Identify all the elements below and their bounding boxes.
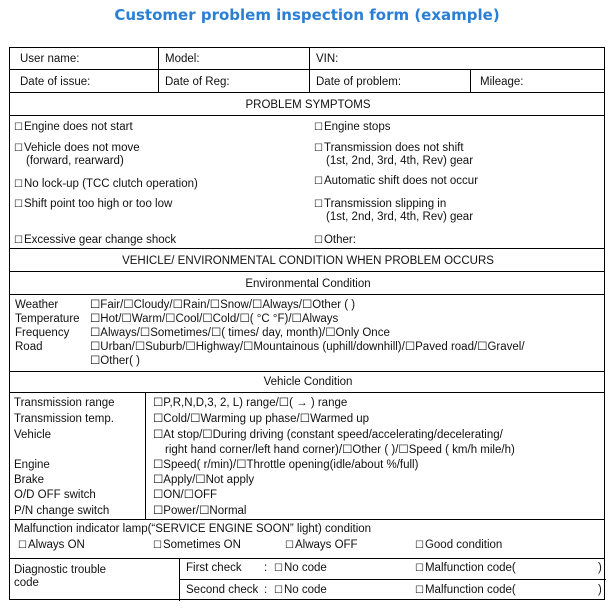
frequency-label: Frequency [15, 327, 70, 339]
divider [10, 519, 604, 520]
temperature-label: Temperature [15, 313, 80, 325]
divider [10, 271, 604, 272]
divider [10, 115, 604, 116]
second-code-close: ) [598, 584, 602, 596]
shift-point-checkbox[interactable]: ☐ Shift point too high or too low [14, 198, 172, 211]
second-no-code-checkbox[interactable]: ☐ No code [274, 584, 327, 597]
second-check-colon: : [264, 584, 268, 596]
mil-good-checkbox[interactable]: ☐ Good condition [415, 539, 502, 552]
divider [470, 69, 471, 92]
divider [309, 48, 310, 70]
vehicle-not-move-detail: (forward, rearward) [26, 155, 124, 167]
divider [309, 69, 310, 92]
first-malfunction-code-checkbox[interactable]: ☐ Malfunction code( [415, 562, 516, 575]
second-malfunction-code-checkbox[interactable]: ☐ Malfunction code( [415, 584, 516, 597]
temperature-options[interactable]: ☐Hot/☐Warm/☐Cool/☐Cold/☐( °C °F)/☐Always [90, 313, 339, 325]
weather-options[interactable]: ☐Fair/☐Cloudy/☐Rain/☐Snow/☐Always/☐Other ( ) [90, 299, 356, 311]
road-other-option[interactable]: ☐Other( ) [90, 355, 140, 367]
divider [145, 392, 146, 519]
second-check-label: Second check [186, 584, 259, 596]
first-code-close: ) [598, 562, 602, 574]
auto-shift-checkbox[interactable]: ☐ Automatic shift does not occur [314, 175, 478, 188]
divider [179, 579, 606, 580]
trans-not-shift-detail: (1st, 2nd, 3rd, 4th, Rev) gear [326, 155, 474, 167]
slipping-detail: (1st, 2nd, 3rd, 4th, Rev) gear [326, 211, 474, 223]
divider [10, 558, 604, 559]
trans-not-shift-checkbox[interactable]: ☐ Transmission does not shift [314, 142, 464, 155]
gear-shock-checkbox[interactable]: ☐ Excessive gear change shock [14, 234, 176, 247]
divider [10, 92, 604, 93]
vehicle-not-move-checkbox[interactable]: ☐ Vehicle does not move [14, 142, 140, 155]
mileage-label: Mileage: [480, 76, 524, 88]
divider [10, 294, 604, 295]
first-check-label: First check [186, 562, 242, 574]
divider [10, 392, 604, 393]
divider [179, 558, 180, 601]
trans-temp-label: Transmission temp. [14, 413, 114, 425]
mil-always-on-checkbox[interactable]: ☐ Always ON [18, 539, 85, 552]
od-switch-label: O/D OFF switch [14, 489, 96, 501]
problem-symptoms-heading: PROBLEM SYMPTOMS [245, 99, 371, 111]
engine-stops-checkbox[interactable]: ☐ Engine stops [314, 121, 390, 134]
pn-switch-label: P/N change switch [14, 505, 110, 517]
slipping-checkbox[interactable]: ☐ Transmission slipping in [314, 198, 446, 211]
first-no-code-checkbox[interactable]: ☐ No code [274, 562, 327, 575]
engine-label: Engine [14, 459, 50, 471]
vehicle-options-cont[interactable]: right hand corner/left hand corner)/☐Other ( )/☐Speed ( km/h mile/h) [165, 444, 515, 456]
dtc-label: Diagnostic trouble [14, 564, 107, 576]
road-label: Road [15, 341, 43, 353]
date-of-reg-label: Date of Reg: [165, 76, 230, 88]
no-lockup-checkbox[interactable]: ☐ No lock-up (TCC clutch operation) [14, 178, 198, 191]
form-title: Customer problem inspection form (example) [114, 6, 500, 24]
first-check-colon: : [264, 562, 268, 574]
model-label: Model: [165, 53, 200, 65]
mil-sometimes-on-checkbox[interactable]: ☐ Sometimes ON [153, 539, 241, 552]
trans-range-label: Transmission range [14, 397, 115, 409]
trans-range-options[interactable]: ☐P,R,N,D,3, 2, L) range/☐( → ) range [153, 397, 348, 409]
inspection-form [9, 47, 605, 600]
mil-always-off-checkbox[interactable]: ☐ Always OFF [285, 539, 358, 552]
vin-label: VIN: [316, 53, 339, 65]
engine-not-start-checkbox[interactable]: ☐ Engine does not start [14, 121, 133, 134]
vehicle-options[interactable]: ☐At stop/☐During driving (constant speed/accelerating/decelerating/ [153, 429, 503, 441]
date-of-problem-label: Date of problem: [316, 76, 402, 88]
engine-options[interactable]: ☐Speed( r/min)/☐Throttle opening(idle/about %/full) [153, 459, 419, 471]
mil-heading: Malfunction indicator lamp(“SERVICE ENGINE SOON” light) condition [14, 523, 372, 535]
divider [10, 371, 604, 372]
weather-label: Weather [15, 299, 59, 311]
brake-options[interactable]: ☐Apply/☐Not apply [153, 474, 255, 486]
vehicle-label: Vehicle [14, 429, 52, 441]
date-of-issue-label: Date of issue: [20, 76, 91, 88]
vehicle-env-heading: VEHICLE/ ENVIRONMENTAL CONDITION WHEN PROBLEM OCCURS [122, 255, 494, 267]
trans-temp-options[interactable]: ☐Cold/☐Warming up phase/☐Warmed up [153, 413, 370, 425]
divider [10, 69, 604, 70]
brake-label: Brake [14, 474, 45, 486]
pn-switch-options[interactable]: ☐Power/☐Normal [153, 505, 247, 517]
env-condition-heading: Environmental Condition [245, 278, 371, 290]
divider [158, 69, 159, 92]
od-switch-options[interactable]: ☐ON/☐OFF [153, 489, 218, 501]
dtc-label-cont: code [14, 577, 39, 589]
other-symptom-checkbox[interactable]: ☐ Other: [314, 234, 356, 247]
vehicle-condition-heading: Vehicle Condition [263, 376, 353, 388]
divider [10, 248, 604, 249]
user-name-label: User name: [20, 53, 80, 65]
road-options[interactable]: ☐Urban/☐Suburb/☐Highway/☐Mountainous (uphill/downhill)/☐Paved road/☐Gravel/ [90, 341, 525, 353]
frequency-options[interactable]: ☐Always/☐Sometimes/☐( times/ day, month)/☐Only Once [90, 327, 390, 339]
divider [158, 48, 159, 70]
